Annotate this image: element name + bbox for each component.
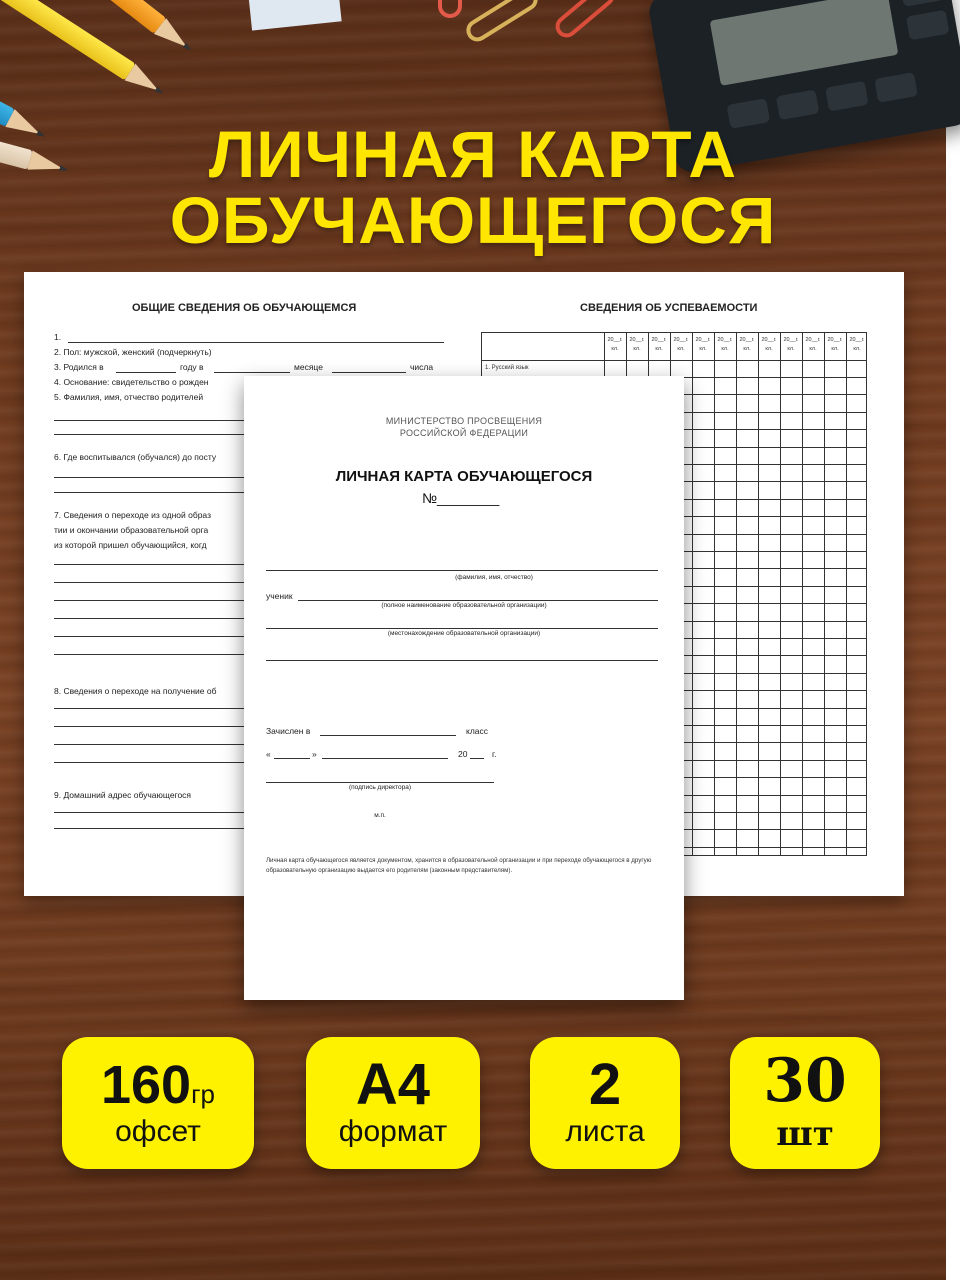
ministry-line-1: МИНИСТЕРСТВО ПРОСВЕЩЕНИЯ xyxy=(385,416,543,426)
front-sheet xyxy=(244,376,684,1000)
right-border xyxy=(946,0,960,1280)
grades-table-year-header: 20__г. кл. xyxy=(717,337,733,352)
rule xyxy=(266,782,494,783)
badge-quantity xyxy=(730,1037,880,1169)
caption-org-location: (местонахождение образовательной организации) xyxy=(387,630,541,637)
grades-table-year-header: 20__г. кл. xyxy=(607,337,623,352)
rule xyxy=(68,342,444,343)
grades-table-year-header: 20__г. кл. xyxy=(805,337,821,352)
rule xyxy=(214,372,290,373)
rule xyxy=(54,762,244,763)
form-line-3-day: числа xyxy=(410,362,434,372)
label-student: ученик xyxy=(266,591,293,601)
form-line-7a: 7. Сведения о переходе из одной образ xyxy=(54,510,211,520)
rule xyxy=(54,828,244,829)
badge-caption: шт xyxy=(776,1114,834,1154)
label-year: 20 xyxy=(458,749,468,759)
grades-table-year-header: 20__г. кл. xyxy=(673,337,689,352)
rule xyxy=(320,735,456,736)
grades-table-year-header: 20__г. кл. xyxy=(827,337,843,352)
rule xyxy=(274,758,310,759)
rule xyxy=(54,600,244,601)
calculator-key xyxy=(900,0,944,7)
rule xyxy=(322,758,448,759)
label-g: г. xyxy=(492,749,497,759)
caption-signature: (подпись директора) xyxy=(348,784,412,791)
badge-caption: офсет xyxy=(115,1115,201,1148)
form-line-1: 1. xyxy=(54,332,62,342)
caption-org-name: (полное наименование образовательной организации) xyxy=(381,602,547,609)
badge-unit: гр xyxy=(191,1079,216,1109)
rule xyxy=(54,726,244,727)
rule xyxy=(266,660,658,661)
badge-format xyxy=(306,1037,480,1169)
grades-table-year-header: 20__г. кл. xyxy=(761,337,777,352)
badge-sheets xyxy=(530,1037,680,1169)
form-line-2: 2. Пол: мужской, женский (подчеркнуть) xyxy=(54,347,212,357)
form-line-7b: тии и окончании образовательной орга xyxy=(54,525,209,535)
rule xyxy=(54,492,244,493)
grades-title: СВЕДЕНИЯ ОБ УСПЕВАЕМОСТИ xyxy=(580,302,758,314)
rule xyxy=(54,654,244,655)
calculator-screen xyxy=(710,0,899,86)
label-mp: м.п. xyxy=(374,812,386,819)
form-line-3-born: 3. Родился в xyxy=(54,362,104,372)
grades-table-year-header: 20__г. кл. xyxy=(695,337,711,352)
rule xyxy=(54,420,244,421)
rule xyxy=(54,564,244,565)
label-enrolled: Зачислен в xyxy=(266,726,311,736)
rule xyxy=(54,708,244,709)
rule xyxy=(54,618,244,619)
caption-fio: (фамилия, имя, отчество) xyxy=(455,574,533,581)
grades-table-year-header: 20__г. кл. xyxy=(739,337,755,352)
badge-value: 30 xyxy=(763,1046,847,1116)
calculator-key xyxy=(906,10,950,41)
rule xyxy=(332,372,406,373)
badge-number: 160 xyxy=(100,1055,192,1115)
ministry-line-2: РОССИЙСКОЙ ФЕДЕРАЦИИ xyxy=(399,428,529,438)
form-line-5: 5. Фамилия, имя, отчество родителей xyxy=(54,392,204,402)
rule xyxy=(54,744,244,745)
red-paperclip xyxy=(438,0,462,18)
badge-paper-weight xyxy=(62,1037,254,1169)
badge-caption: формат xyxy=(338,1115,448,1148)
badge-caption: листа xyxy=(565,1115,645,1148)
rule xyxy=(470,758,484,759)
form-line-9: 9. Домашний адрес обучающегося xyxy=(54,790,192,800)
grades-table-year-header: 20__г. кл. xyxy=(651,337,667,352)
striped-paperclip xyxy=(551,0,619,42)
first-subject-label: 1. Русский язык xyxy=(485,365,529,371)
gold-paperclip xyxy=(462,0,542,46)
label-date-open: « xyxy=(266,749,271,759)
rule xyxy=(54,636,244,637)
calculator-key xyxy=(825,81,869,112)
rule xyxy=(298,600,658,601)
grades-table-year-header: 20__г. кл. xyxy=(629,337,645,352)
headline-line-1: ЛИЧНАЯ КАРТА xyxy=(208,117,738,191)
form-line-6: 6. Где воспитывался (обучался) до посту xyxy=(54,452,217,462)
label-date-close: » xyxy=(312,749,317,759)
calculator-key xyxy=(874,72,918,103)
grades-table-year-header: 20__г. кл. xyxy=(783,337,799,352)
card-title: ЛИЧНАЯ КАРТА ОБУЧАЮЩЕГОСЯ xyxy=(335,468,593,485)
form-line-7c: из которой пришел обучающийся, когд xyxy=(54,540,207,550)
card-number: №________ xyxy=(422,490,500,506)
form-line-4: 4. Основание: свидетельство о рожден xyxy=(54,377,209,387)
form-line-8: 8. Сведения о переходе на получение об xyxy=(54,686,217,696)
headline-line-2: ОБУЧАЮЩЕГОСЯ xyxy=(169,183,777,257)
rule xyxy=(54,582,244,583)
rule xyxy=(266,570,658,571)
paper-scrap xyxy=(248,0,341,31)
rule xyxy=(266,628,658,629)
calculator-key xyxy=(776,90,820,121)
form-line-3-year: году в xyxy=(180,362,204,372)
grades-table-year-header: 20__г. кл. xyxy=(849,337,865,352)
legal-note: Личная карта обучающегося является документом, хранится в образовательной организации и при переходе обучающегося в другую образовательную организацию выдается его родителям (законным представителям). xyxy=(266,857,652,874)
rule xyxy=(116,372,176,373)
yellow-pencil xyxy=(0,0,135,80)
rule xyxy=(54,434,244,435)
badge-value: 2 xyxy=(588,1052,622,1117)
rule xyxy=(54,477,244,478)
badge-value: А4 xyxy=(355,1052,431,1117)
general-info-title: ОБЩИЕ СВЕДЕНИЯ ОБ ОБУЧАЮЩЕМСЯ xyxy=(132,302,357,314)
label-class: класс xyxy=(466,726,489,736)
form-line-3-month: месяце xyxy=(294,362,323,372)
